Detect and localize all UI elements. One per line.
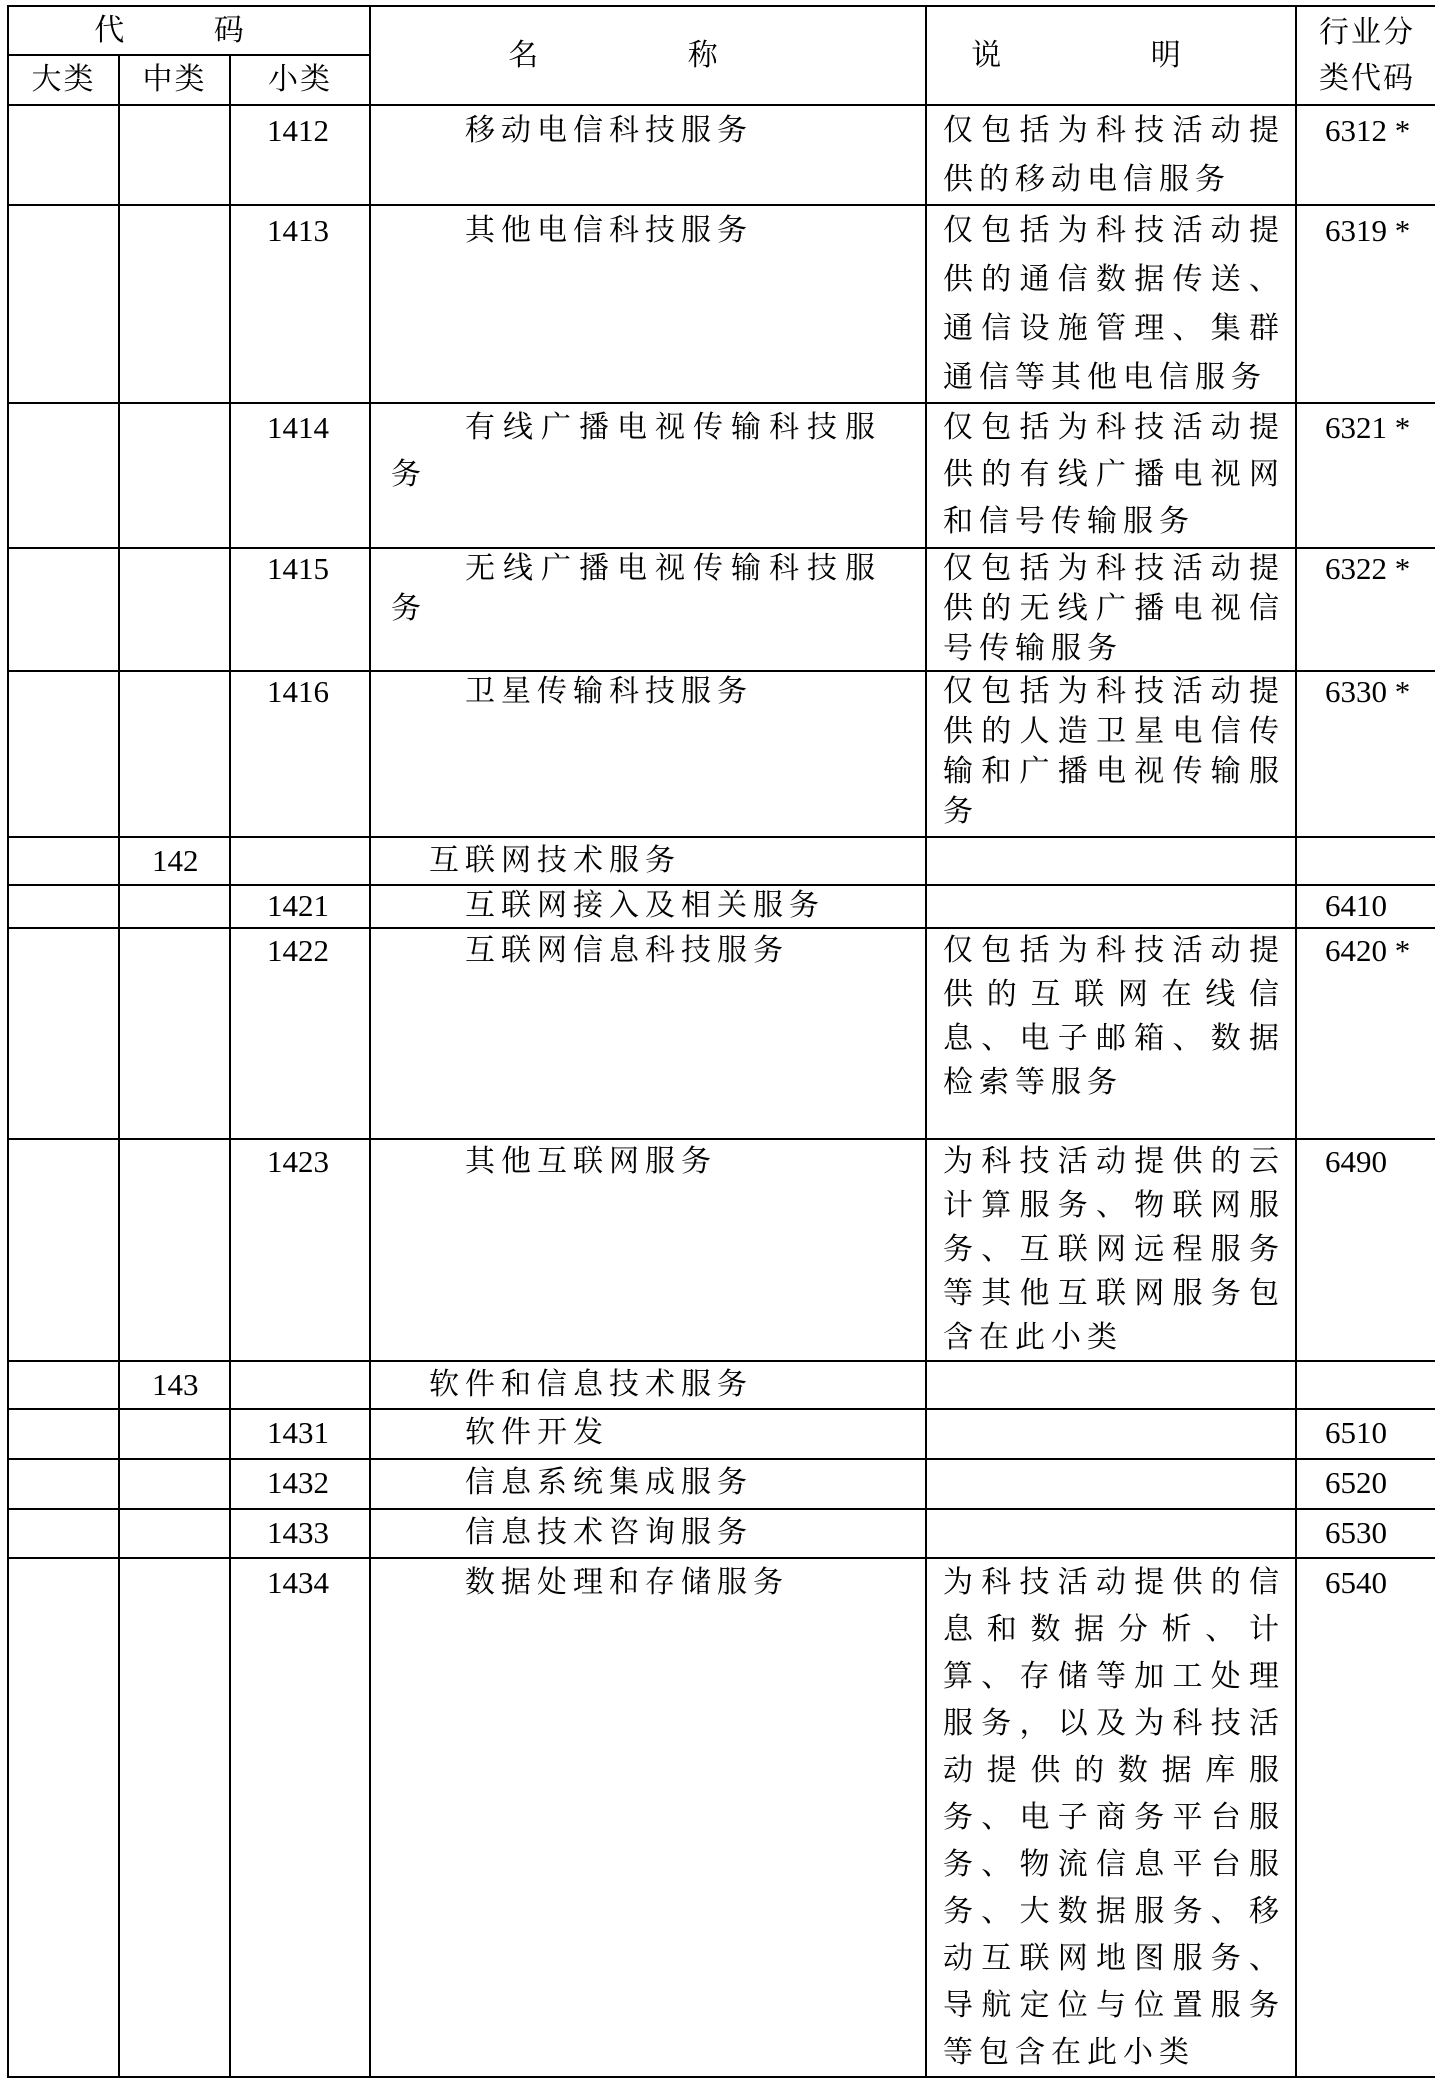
industry-code-cell [1296, 1361, 1435, 1409]
header-description: 说 明 [926, 6, 1296, 105]
mid-code-cell [119, 1459, 230, 1509]
major-code-cell [8, 928, 119, 1139]
table-row [8, 837, 1435, 885]
description-cell [926, 1509, 1296, 1558]
mid-code-cell [119, 1558, 230, 2077]
minor-code-cell: 1434 [230, 1558, 370, 2077]
industry-code-cell: 6520 [1296, 1459, 1435, 1509]
description-cell [926, 1409, 1296, 1459]
minor-code-cell: 1413 [230, 205, 370, 403]
name-cell: 信息技术咨询服务 [370, 1509, 926, 1558]
header-mid: 中类 [119, 55, 230, 105]
industry-code-cell: 6510 [1296, 1409, 1435, 1459]
minor-code-cell: 1433 [230, 1509, 370, 1558]
minor-code-cell: 1421 [230, 885, 370, 928]
description-cell [926, 1459, 1296, 1509]
industry-code-cell: 6319 * [1296, 205, 1435, 403]
name-cell: 信息系统集成服务 [370, 1459, 926, 1509]
table-row [8, 1558, 1435, 2077]
industry-code-cell: 6420 * [1296, 928, 1435, 1139]
mid-code-cell [119, 403, 230, 548]
major-code-cell [8, 885, 119, 928]
description-cell: 仅包括为科技活动提供的通信数据传送、通信设施管理、集群通信等其他电信服务 [926, 205, 1296, 403]
description-cell [926, 1361, 1296, 1409]
name-cell: 移动电信科技服务 [370, 105, 926, 205]
description-cell [926, 837, 1296, 885]
table-row [8, 548, 1435, 671]
mid-code-cell: 142 [119, 837, 230, 885]
industry-code-cell: 6530 [1296, 1509, 1435, 1558]
description-cell: 仅包括为科技活动提供的有线广播电视网和信号传输服务 [926, 403, 1296, 548]
description-cell: 仅包括为科技活动提供的无线广播电视信号传输服务 [926, 548, 1296, 671]
name-cell: 软件和信息技术服务 [370, 1361, 926, 1409]
description-cell [926, 885, 1296, 928]
major-code-cell [8, 671, 119, 837]
industry-code-cell: 6312 * [1296, 105, 1435, 205]
major-code-cell [8, 1409, 119, 1459]
description-cell: 为科技活动提供的云计算服务、物联网服务、互联网远程服务等其他互联网服务包含在此小类 [926, 1139, 1296, 1361]
mid-code-cell [119, 548, 230, 671]
major-code-cell [8, 403, 119, 548]
industry-code-cell: 6322 * [1296, 548, 1435, 671]
header-industry-code-line1: 行业分 [1319, 14, 1416, 50]
industry-code-cell: 6321 * [1296, 403, 1435, 548]
table-row [8, 1459, 1435, 1509]
minor-code-cell: 1431 [230, 1409, 370, 1459]
header-name: 名 称 [370, 6, 926, 105]
name-cell: 互联网技术服务 [370, 837, 926, 885]
minor-code-cell [230, 1361, 370, 1409]
mid-code-cell [119, 885, 230, 928]
classification-table [7, 5, 1435, 2078]
major-code-cell [8, 1361, 119, 1409]
minor-code-cell: 1415 [230, 548, 370, 671]
major-code-cell [8, 1558, 119, 2077]
industry-code-cell: 6540 [1296, 1558, 1435, 2077]
header-industry-code-line2: 类代码 [1319, 60, 1416, 96]
table-row [8, 671, 1435, 837]
industry-code-cell: 6330 * [1296, 671, 1435, 837]
header-industry-code [1296, 6, 1435, 105]
description-cell: 仅包括为科技活动提供的移动电信服务 [926, 105, 1296, 205]
minor-code-cell [230, 837, 370, 885]
table-row [8, 105, 1435, 205]
minor-code-cell: 1423 [230, 1139, 370, 1361]
mid-code-cell [119, 1509, 230, 1558]
major-code-cell [8, 837, 119, 885]
mid-code-cell [119, 1139, 230, 1361]
minor-code-cell: 1422 [230, 928, 370, 1139]
major-code-cell [8, 548, 119, 671]
header-code-group: 代 码 [8, 6, 370, 55]
major-code-cell [8, 205, 119, 403]
major-code-cell [8, 1509, 119, 1558]
table-row [8, 205, 1435, 403]
industry-code-cell [1296, 837, 1435, 885]
name-cell: 卫星传输科技服务 [370, 671, 926, 837]
name-cell: 数据处理和存储服务 [370, 1558, 926, 2077]
name-cell: 软件开发 [370, 1409, 926, 1459]
mid-code-cell [119, 1409, 230, 1459]
description-cell: 仅包括为科技活动提供的互联网在线信息、电子邮箱、数据检索等服务 [926, 928, 1296, 1139]
table-row [8, 403, 1435, 548]
table-row [8, 1361, 1435, 1409]
name-cell: 互联网接入及相关服务 [370, 885, 926, 928]
major-code-cell [8, 1139, 119, 1361]
minor-code-cell: 1416 [230, 671, 370, 837]
table-row [8, 1509, 1435, 1558]
table-row [8, 885, 1435, 928]
industry-code-cell: 6410 [1296, 885, 1435, 928]
table-row [8, 1409, 1435, 1459]
description-cell: 为科技活动提供的信息和数据分析、计算、存储等加工处理服务，以及为科技活动提供的数据库服务、电子商务平台服务、物流信息平台服务、大数据服务、移动互联网地图服务、导航定位与位置服务等包含在此小类 [926, 1558, 1296, 2077]
minor-code-cell: 1414 [230, 403, 370, 548]
major-code-cell [8, 1459, 119, 1509]
name-cell: 有线广播电视传输科技服务 [370, 403, 926, 548]
name-cell: 其他电信科技服务 [370, 205, 926, 403]
header-minor: 小类 [230, 55, 370, 105]
header-major: 大类 [8, 55, 119, 105]
mid-code-cell: 143 [119, 1361, 230, 1409]
mid-code-cell [119, 205, 230, 403]
minor-code-cell: 1432 [230, 1459, 370, 1509]
mid-code-cell [119, 105, 230, 205]
description-cell: 仅包括为科技活动提供的人造卫星电信传输和广播电视传输服务 [926, 671, 1296, 837]
mid-code-cell [119, 928, 230, 1139]
mid-code-cell [119, 671, 230, 837]
name-cell: 其他互联网服务 [370, 1139, 926, 1361]
name-cell: 无线广播电视传输科技服务 [370, 548, 926, 671]
minor-code-cell: 1412 [230, 105, 370, 205]
table-row [8, 928, 1435, 1139]
name-cell: 互联网信息科技服务 [370, 928, 926, 1139]
major-code-cell [8, 105, 119, 205]
industry-code-cell: 6490 [1296, 1139, 1435, 1361]
table-row [8, 1139, 1435, 1361]
